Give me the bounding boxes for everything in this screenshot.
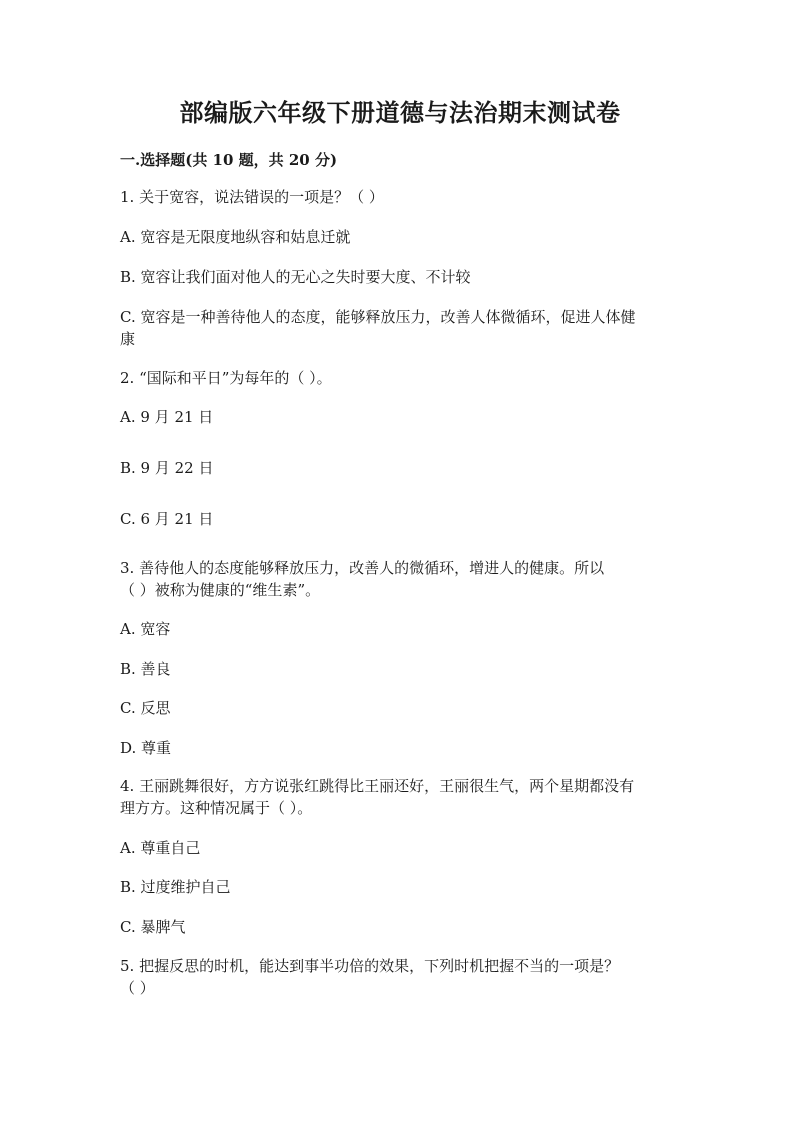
question-3-option-b: B. 善良	[120, 660, 171, 678]
question-1-option-a: A. 宽容是无限度地纵容和姑息迁就	[120, 228, 351, 246]
question-3-option-a: A. 宽容	[120, 620, 171, 638]
question-2-stem: 2. “国际和平日”为每年的（ ）。	[120, 369, 332, 387]
question-2-option-c: C. 6 月 21 日	[120, 510, 214, 528]
question-3-option-d: D. 尊重	[120, 739, 172, 757]
question-3-stem-cont: （ ）被称为健康的“维生素”。	[120, 581, 321, 599]
question-4-option-c: C. 暴脾气	[120, 918, 186, 936]
question-4-option-a: A. 尊重自己	[120, 839, 201, 857]
question-3-stem: 3. 善待他人的态度能够释放压力，改善人的微循环，增进人的健康。所以	[120, 559, 605, 577]
question-1-option-c-cont: 康	[120, 330, 136, 348]
question-4-stem-cont: 理方方。这种情况属于（ ）。	[120, 799, 313, 817]
question-2-option-a: A. 9 月 21 日	[120, 408, 214, 426]
question-1-stem: 1. 关于宽容，说法错误的一项是？（ ）	[120, 188, 384, 206]
question-2-option-b: B. 9 月 22 日	[120, 459, 214, 477]
page-title: 部编版六年级下册道德与法治期末测试卷	[179, 98, 621, 127]
question-1-option-b: B. 宽容让我们面对他人的无心之失时要大度、不计较	[120, 268, 471, 286]
question-1-option-c: C. 宽容是一种善待他人的态度，能够释放压力，改善人体微循环，促进人体健	[120, 308, 636, 326]
question-3-option-c: C. 反思	[120, 699, 171, 717]
question-4-option-b: B. 过度维护自己	[120, 878, 231, 896]
question-4-stem: 4. 王丽跳舞很好，方方说张红跳得比王丽还好，王丽很生气，两个星期都没有	[120, 777, 635, 795]
section-heading: 一.选择题(共 10 题，共 20 分)	[120, 151, 338, 169]
question-5-stem: 5. 把握反思的时机，能达到事半功倍的效果，下列时机把握不当的一项是？	[120, 957, 620, 975]
question-5-stem-cont: （ ）	[120, 979, 155, 997]
